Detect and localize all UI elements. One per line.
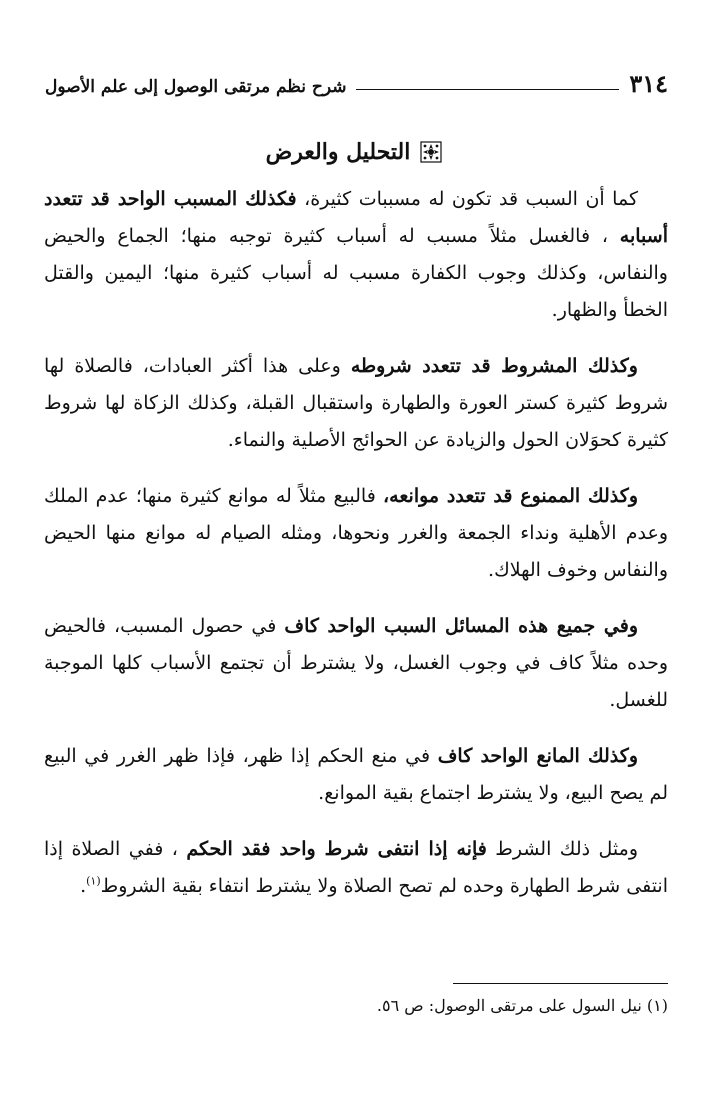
paragraph-4 [44,608,668,719]
paragraph-6 [44,831,668,905]
header-rule [356,89,619,90]
section-heading [0,135,708,169]
main-text [44,181,668,905]
text-run: ، فالغسل مثلاً مسبب له أسباب كثيرة توجبه منها؛ الجماع والحيض والنفاس، وكذلك وجوب الكفارة مسبب له أسباب كثيرة منها؛ اليمين والقتل الخطأ والظهار. [44,225,668,321]
floral-ornament-icon [420,141,442,163]
paragraph-3 [44,478,668,589]
text-run: وعلى هذا أكثر العبادات، فالصلاة لها شروط كثيرة كستر العورة والطهارة واستقبال القبلة، وكذلك الزكاة لها شروط كثيرة كحوَلان الحول والزيادة عن الحوائج الأصلية والنماء. [44,355,668,451]
paragraph-5 [44,738,668,812]
paragraph-1 [44,181,668,329]
bold-text-run: فإنه إذا انتفى شرط واحد فقد الحكم [186,838,487,860]
footnote-reference[interactable]: (١) [86,874,101,888]
text-run: . [80,875,87,897]
bold-text-run: وكذلك الممنوع قد تتعدد موانعه، [383,485,638,507]
text-run: في حصول المسبب، فالحيض وحده مثلاً كاف في وجوب الغسل، ولا يشترط أن تجتمع الأسباب كلها الموجبة للغسل. [44,615,668,711]
bold-text-run: وكذلك المشروط قد تتعدد شروطه [350,355,638,377]
section-title: التحليل والعرض [265,139,411,165]
page-header [45,66,668,96]
text-run: في منع الحكم إذا ظهر، فإذا ظهر الغرر في البيع لم يصح البيع، ولا يشترط اجتماع بقية الموانع. [44,745,668,804]
bold-text-run: فكذلك المسبب الواحد قد تتعدد أسبابه [44,188,668,247]
text-run: كما أن السبب قد تكون له مسببات كثيرة، [296,188,638,210]
running-title: شرح نظم مرتقى الوصول إلى علم الأصول [45,77,347,97]
text-run: ومثل ذلك الشرط [486,838,638,860]
paragraph-2 [44,348,668,459]
bold-text-run: وكذلك المانع الواحد كاف [437,745,638,767]
page-number: ٣١٤ [629,69,668,98]
footnote-rule [453,983,668,984]
bold-text-run: وفي جميع هذه المسائل السبب الواحد كاف [284,615,638,637]
text-run: فالبيع مثلاً له موانع كثيرة منها؛ عدم الملك وعدم الأهلية ونداء الجمعة والغرر ونحوها، ومثله الصيام له موانع منها الحيض والنفاس وخوف الهلاك. [44,485,668,581]
footnote: (١) نيل السول على مرتقى الوصول: ص ٥٦. [376,996,668,1015]
text-run: ، ففي الصلاة إذا انتفى شرط الطهارة وحده لم تصح الصلاة ولا يشترط انتفاء بقية الشروط [44,838,668,897]
